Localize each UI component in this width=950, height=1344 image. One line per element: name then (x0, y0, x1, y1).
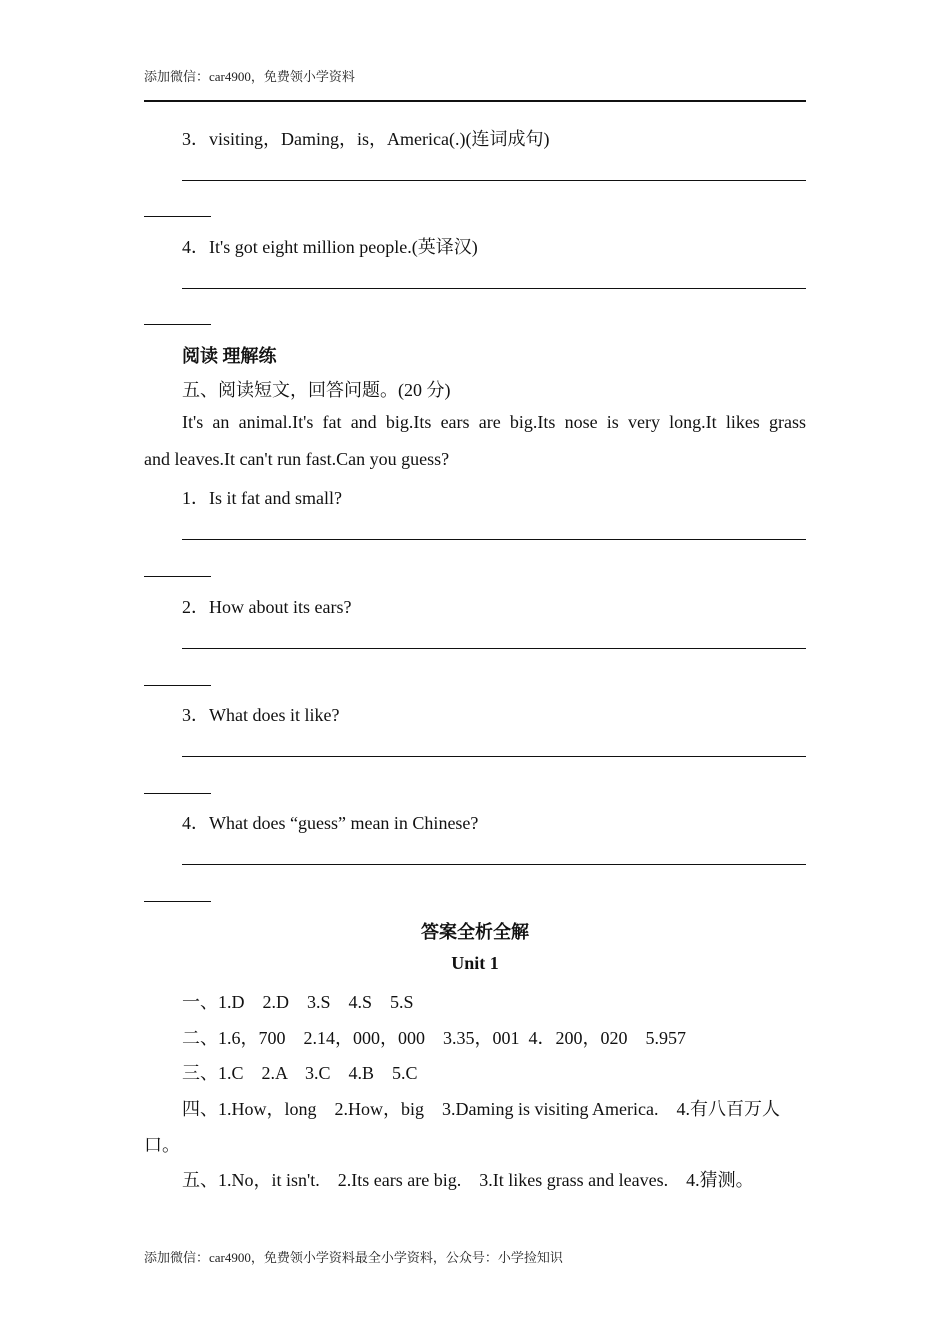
answer-row-1: 一、1.D 2.D 3.S 4.S 5.S (182, 992, 414, 1012)
passage-line-1: It's an animal.It's fat and big.Its ears are big.Its nose is very long.It likes grass (182, 412, 806, 432)
answer-row-2: 二、1.6，700 2.14，000，000 3.35，001 4．200，020 5.957 (182, 1028, 686, 1048)
answers-title: 答案全析全解 (421, 922, 529, 942)
passage-line-2: and leaves.It can't run fast.Can you guess? (144, 449, 450, 469)
page-header: 添加微信：car4900，免费领小学资料 (144, 69, 355, 84)
reading-question-1: 1．Is it fat and small? (182, 488, 342, 508)
answer-line-tail (144, 216, 211, 217)
answer-line-tail (144, 324, 211, 325)
answer-line-tail (144, 576, 211, 577)
answer-line (182, 288, 806, 289)
answer-line (182, 756, 806, 757)
answers-unit: Unit 1 (451, 953, 499, 973)
answer-line (182, 648, 806, 649)
page-footer: 添加微信：car4900，免费领小学资料最全小学资料，公众号：小学捡知识 (144, 1250, 563, 1265)
answer-row-5: 五、1.No，it isn't. 2.Its ears are big. 3.It likes grass and leaves. 4.猜测。 (182, 1170, 754, 1190)
answer-line (182, 539, 806, 540)
answer-line (182, 180, 806, 181)
reading-question-4: 4．What does “guess” mean in Chinese? (182, 813, 479, 833)
question-4: 4．It's got eight million people.(英译汉) (182, 237, 478, 257)
question-3: 3．visiting，Daming，is，America(.)(连词成句) (182, 129, 550, 149)
answer-line-tail (144, 685, 211, 686)
answer-row-3: 三、1.C 2.A 3.C 4.B 5.C (182, 1063, 418, 1083)
answer-row-4-cont: 口。 (144, 1135, 180, 1155)
answer-line (182, 864, 806, 865)
answer-line-tail (144, 901, 211, 902)
reading-question-2: 2．How about its ears? (182, 597, 352, 617)
reading-question-3: 3．What does it like? (182, 705, 340, 725)
header-rule (144, 100, 806, 102)
section-title: 五、阅读短文，回答问题。(20 分) (182, 380, 451, 400)
section-heading: 阅读 理解练 (182, 346, 277, 366)
answer-line-tail (144, 793, 211, 794)
answer-row-4: 四、1.How，long 2.How，big 3.Daming is visiting America. 4.有八百万人 (182, 1099, 780, 1119)
